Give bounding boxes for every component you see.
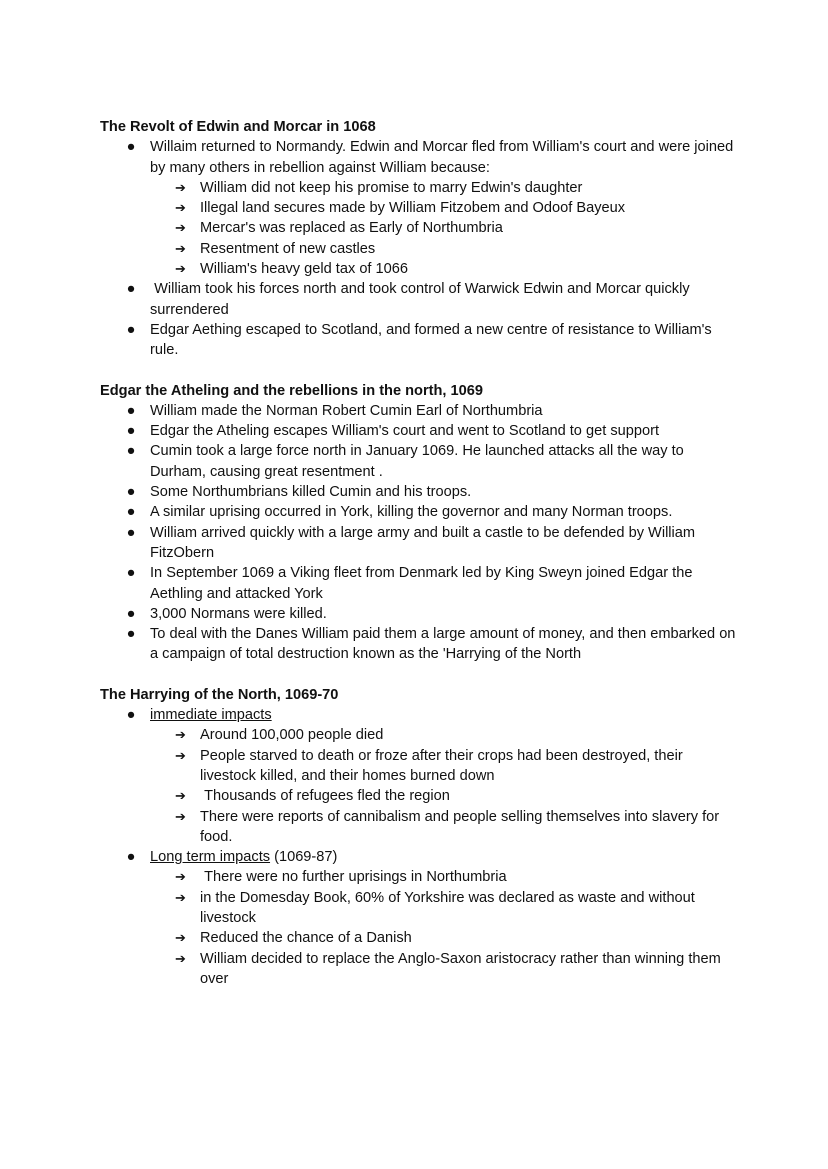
bullet-icon: ● (126, 524, 136, 541)
bullet-icon: ● (126, 707, 136, 724)
sub-list-item (100, 888, 740, 929)
list-item-text: Edgar Aething escaped to Scotland, and formed a new centre of resistance to William's rule. (150, 321, 712, 359)
bullet-list (100, 137, 740, 360)
arrow-icon: ➔ (175, 869, 186, 885)
section-heading: The Revolt of Edwin and Morcar in 1068 (100, 119, 376, 135)
section-heading: Edgar the Atheling and the rebellions in the north, 1069 (100, 382, 484, 399)
sub-list-item (100, 725, 740, 745)
sub-list-item (100, 239, 740, 259)
bullet-icon: ● (126, 139, 136, 156)
list-item-text: Willaim returned to Normandy. Edwin and Morcar fled from William's court and were joined by many others in rebellion against William because: (150, 139, 734, 176)
list-item-text: Cumin took a large force north in January 1069. He launched attacks all the way to Durham, causing great resentment . (150, 443, 684, 480)
sub-item-text: Thousands of refugees fled the region (200, 788, 450, 805)
section-revolt-edwin-morcar (100, 117, 740, 361)
list-item (100, 401, 740, 421)
bullet-icon: ● (126, 443, 136, 460)
list-item-text: To deal with the Danes William paid them a large amount of money, and then embarked on a campaign of total destruction known as the 'Harrying of the North (150, 626, 736, 663)
list-item (100, 523, 740, 564)
bullet-icon: ● (126, 605, 136, 622)
list-item (100, 482, 740, 502)
underlined-label: immediate impacts (150, 707, 272, 724)
list-item (100, 847, 740, 989)
sub-item-text: People starved to death or froze after their crops had been destroyed, their livestock killed, and their homes burned down (200, 747, 683, 784)
document-page (100, 117, 740, 1009)
bullet-list (100, 401, 740, 665)
arrow-icon: ➔ (175, 240, 186, 256)
bullet-icon: ● (126, 849, 136, 866)
list-item-text: Some Northumbrians killed Cumin and his troops. (150, 484, 472, 501)
list-item (100, 441, 740, 482)
bullet-icon: ● (126, 402, 136, 419)
bullet-icon: ● (126, 321, 136, 338)
sub-item-text: William decided to replace the Anglo-Saxon aristocracy rather than winning them over (200, 950, 721, 987)
arrow-icon: ➔ (175, 727, 186, 743)
list-item-text: Edgar the Atheling escapes William's court and went to Scotland to get support (150, 423, 659, 440)
list-item (100, 624, 740, 665)
sub-item-text: William did not keep his promise to marry Edwin's daughter (200, 179, 583, 196)
list-item (100, 563, 740, 604)
section-edgar-atheling (100, 381, 740, 665)
sub-list-item (100, 807, 740, 848)
section-harrying-of-the-north (100, 685, 740, 989)
sub-list-item (100, 928, 740, 948)
list-item-text: (1069-87) (270, 849, 338, 866)
sub-item-text: Mercar's was replaced as Early of Northumbria (200, 220, 503, 237)
list-item (100, 279, 740, 320)
sub-list-item (100, 746, 740, 787)
arrow-list (100, 867, 740, 989)
bullet-icon: ● (126, 504, 136, 521)
arrow-icon: ➔ (175, 261, 186, 277)
sub-list-item (100, 867, 740, 887)
arrow-icon: ➔ (175, 747, 186, 763)
bullet-icon: ● (126, 484, 136, 501)
list-item (100, 502, 740, 522)
section-heading: The Harrying of the North, 1069-70 (100, 686, 339, 703)
sub-list-item (100, 259, 740, 279)
list-item (100, 604, 740, 624)
list-item (100, 320, 740, 361)
sub-item-text: Reduced the chance of a Danish (200, 930, 412, 947)
arrow-icon: ➔ (175, 950, 186, 966)
list-item (100, 137, 740, 279)
sub-item-text: There were no further uprisings in Northumbria (200, 869, 507, 886)
arrow-list (100, 178, 740, 279)
sub-list-item (100, 198, 740, 218)
arrow-icon: ➔ (175, 808, 186, 824)
list-item (100, 421, 740, 441)
bullet-icon: ● (126, 626, 136, 643)
bullet-icon: ● (126, 423, 136, 440)
bullet-icon: ● (126, 565, 136, 582)
bullet-icon: ● (126, 281, 136, 298)
sub-item-text: William's heavy geld tax of 1066 (200, 261, 409, 278)
arrow-icon: ➔ (175, 200, 186, 216)
sub-list-item (100, 786, 740, 806)
sub-list-item (100, 949, 740, 990)
sub-item-text: There were reports of cannibalism and people selling themselves into slavery for food. (200, 808, 720, 845)
arrow-icon: ➔ (175, 930, 186, 946)
list-item-text: William arrived quickly with a large army and built a castle to be defended by William FitzObern (150, 524, 696, 561)
list-item (100, 705, 740, 847)
bullet-list (100, 705, 740, 989)
arrow-icon: ➔ (175, 889, 186, 905)
arrow-icon: ➔ (175, 179, 186, 195)
list-item-text: In September 1069 a Viking fleet from Denmark led by King Sweyn joined Edgar the Aethling and attacked York (150, 565, 693, 602)
arrow-list (100, 725, 740, 847)
arrow-icon: ➔ (175, 220, 186, 236)
sub-item-text: Illegal land secures made by William Fitzobem and Odoof Bayeux (200, 200, 626, 217)
sub-list-item (100, 178, 740, 198)
sub-list-item (100, 218, 740, 238)
sub-item-text: Resentment of new castles (200, 240, 376, 257)
arrow-icon: ➔ (175, 788, 186, 804)
sub-item-text: Around 100,000 people died (200, 727, 384, 744)
list-item-text: William took his forces north and took control of Warwick Edwin and Morcar quickly surrendered (150, 281, 694, 318)
list-item-text: 3,000 Normans were killed. (150, 605, 327, 622)
list-item-text: William made the Norman Robert Cumin Earl of Northumbria (150, 402, 543, 419)
list-item-text: A similar uprising occurred in York, killing the governor and many Norman troops. (150, 504, 673, 521)
underlined-label: Long term impacts (150, 849, 271, 866)
sub-item-text: in the Domesday Book, 60% of Yorkshire was declared as waste and without livestock (200, 889, 695, 926)
